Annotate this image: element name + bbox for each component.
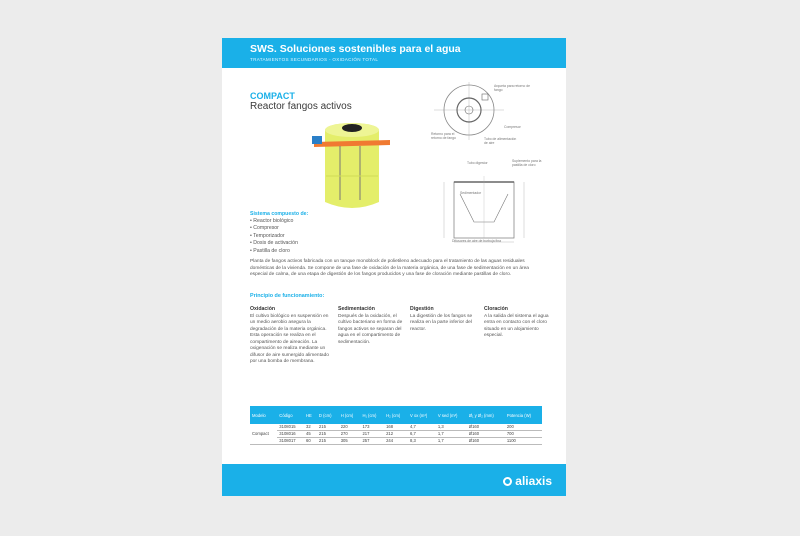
page-title: SWS. Soluciones sostenibles para el agua <box>250 43 461 55</box>
logo-ring-icon <box>503 477 512 486</box>
table-cell: 700 <box>505 431 542 438</box>
tank-product-image <box>300 116 396 216</box>
table-header-cell: Ø₁ y Ø₂ (mm) <box>467 406 505 424</box>
table-cell: 220 <box>339 424 361 431</box>
table-cell: 215 <box>317 438 339 445</box>
table-cell: Compact <box>250 424 277 445</box>
specs-table <box>250 406 542 445</box>
table-cell: 257 <box>360 438 384 445</box>
label-sedimentador: Sedimentador <box>460 191 482 195</box>
label-suplemento: Suplemento para la pastilla de cloro <box>512 159 542 167</box>
table-cell: 215 <box>317 431 339 438</box>
description-paragraph: Planta de fangos activos fabricada con un tanque monoblock de polietileno adecuado para el tratamiento de las aguas residuales domésticas de la vivienda. Se compone de una fase de oxidación de la materia orgánica, de una fase de sedimentación en un área especial de calma, de una etapa de digestión de los fangos producidos y una fase de cloración mediante pastillas de cloro. <box>250 259 529 278</box>
table-cell: 45 <box>304 431 317 438</box>
table-cell: 60 <box>304 438 317 445</box>
technical-drawing-side-view <box>434 172 534 244</box>
table-cell: Ø160 <box>467 438 505 445</box>
label-retorno: Retorno para el retorno de fango <box>431 132 456 140</box>
label-tubo: Tubo de alimentación de aire <box>484 137 517 145</box>
system-components-heading: Sistema compuesto de: <box>250 211 309 217</box>
aliaxis-logo: aliaxis <box>503 474 552 488</box>
table-cell: 244 <box>384 438 408 445</box>
column-digestion: Digestión La digestión de los fangos se realiza en la parte inferior del reactor. <box>410 306 473 332</box>
table-cell: 3108017 <box>277 438 304 445</box>
table-header-cell: V ox (m³) <box>408 406 436 424</box>
product-name: COMPACT <box>250 91 295 101</box>
table-cell: 1100 <box>505 438 542 445</box>
table-cell: 3108015 <box>277 424 304 431</box>
table-header-cell: H₂ (cm) <box>384 406 408 424</box>
table-cell: 215 <box>317 424 339 431</box>
list-item: • Pastilla de cloro <box>250 247 290 254</box>
table-cell: 1,7 <box>436 438 467 445</box>
label-compresor: Compresor <box>504 125 521 129</box>
list-item: • Dosis de activación <box>250 240 298 247</box>
table-cell: 168 <box>384 424 408 431</box>
table-cell: 6,7 <box>408 431 436 438</box>
table-header-cell: Potencia (W) <box>505 406 542 424</box>
table-header-cell: V sed (m³) <box>436 406 467 424</box>
table-cell: 32 <box>304 424 317 431</box>
table-row <box>250 431 542 438</box>
datasheet-page <box>222 38 566 496</box>
table-cell: 217 <box>360 431 384 438</box>
table-cell: 4,7 <box>408 424 436 431</box>
label-arqueta: Arqueta para retorno de fango <box>494 84 531 92</box>
page-subtitle: TRATAMIENTOS SECUNDARIOS - OXIDACIÓN TOTAL <box>250 57 379 62</box>
table-cell: 1,3 <box>436 424 467 431</box>
table-header-cell: Modelo <box>250 406 277 424</box>
table-cell: Ø160 <box>467 431 505 438</box>
table-cell: Ø160 <box>467 424 505 431</box>
table-cell: 270 <box>339 431 361 438</box>
principle-heading: Principio de funcionamiento: <box>250 293 325 299</box>
product-description: Reactor fangos activos <box>250 101 352 112</box>
list-item: • Reactor biológico <box>250 218 294 224</box>
system-components-list <box>250 218 298 255</box>
column-sedimentacion: Sedimentación Después de la oxidación, el cultivo bacteriano en forma de fangos activos se separan del agua en el compartimento de sedimentación. <box>338 306 403 345</box>
table-cell: 1,7 <box>436 431 467 438</box>
footer-bar <box>222 464 566 496</box>
label-difusores: Difusores de aire de burbuja fina <box>452 239 502 243</box>
table-cell: 212 <box>384 431 408 438</box>
label-tubo-digestion: Tubo digestor <box>467 161 488 165</box>
column-cloracion: Cloración A la salida del sistema el agua entra en contacto con el cloro situado en un alojamiento especial. <box>484 306 549 338</box>
table-header-cell: Código <box>277 406 304 424</box>
table-header-cell: H₁ (cm) <box>360 406 384 424</box>
table-header-row <box>250 406 542 424</box>
table-row <box>250 438 542 445</box>
table-cell: 305 <box>339 438 361 445</box>
table-cell: 3108016 <box>277 431 304 438</box>
list-item: • Compresor <box>250 225 279 232</box>
table-cell: 8,3 <box>408 438 436 445</box>
list-item: • Temporizador <box>250 232 285 239</box>
table-header-cell: H (cm) <box>339 406 361 424</box>
table-header-cell: D (cm) <box>317 406 339 424</box>
table-cell: 200 <box>505 424 542 431</box>
column-oxidacion: Oxidación El cultivo biológico en suspensión en un medio aerobio asegura la degradación de la materia orgánica. Esta operación se realiza en el compartimento de aireación. La oxigenación se realiza mediante un difusor de aire sumergido alimentado por una bomba de membrana. <box>250 306 329 364</box>
table-cell: 173 <box>360 424 384 431</box>
header-bar <box>222 38 566 68</box>
table-header-cell: HE <box>304 406 317 424</box>
